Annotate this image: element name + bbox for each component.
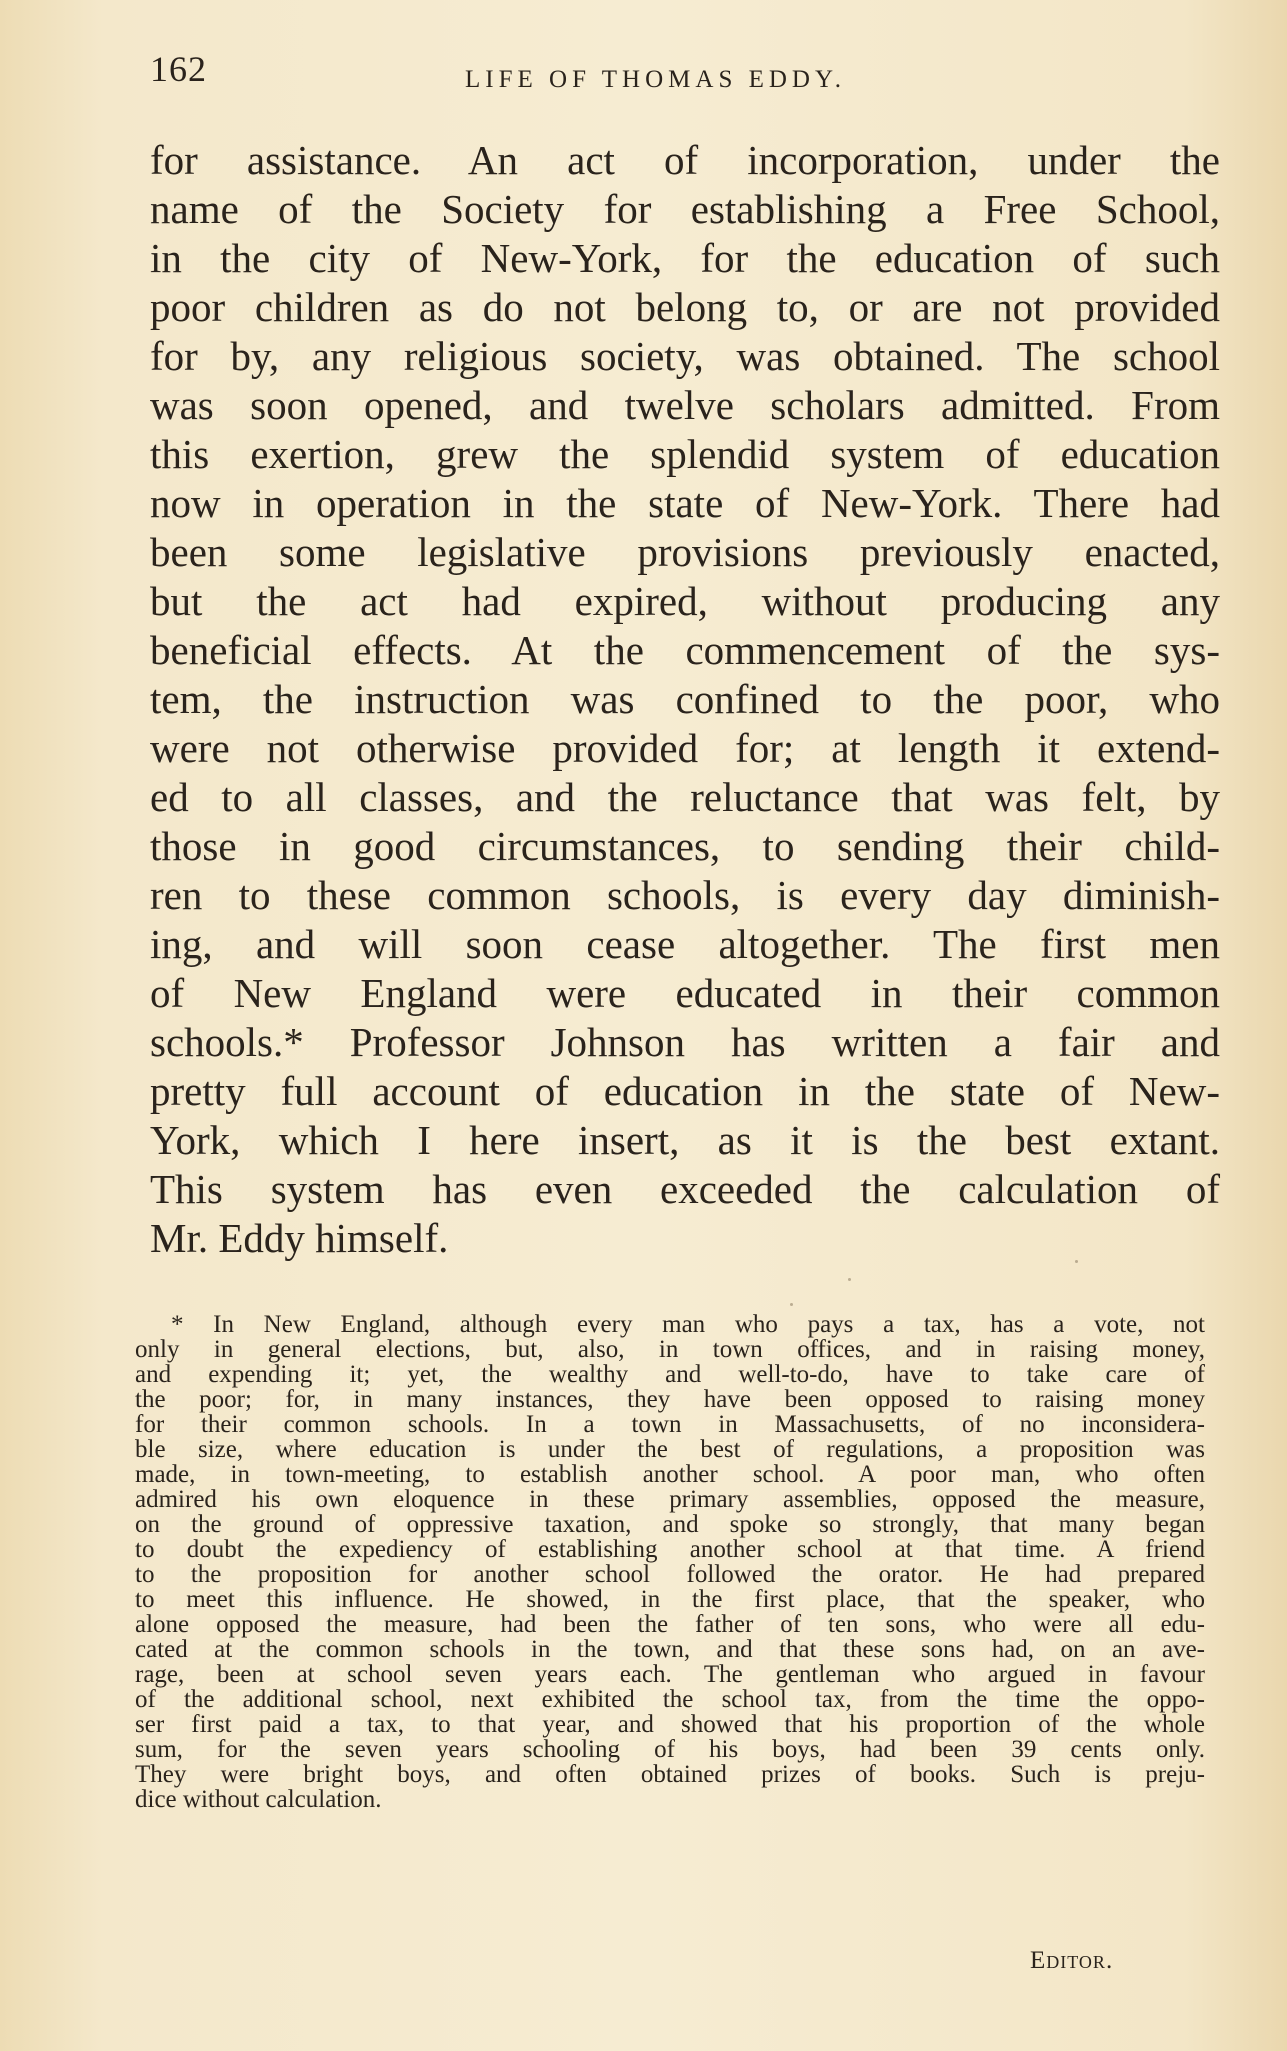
body-line: poor children as do not belong to, or are not provided bbox=[150, 284, 1220, 330]
paper-speck bbox=[790, 1303, 793, 1306]
footnote-line: for their common schools. In a town in Massachusetts, of no inconsidera- bbox=[135, 1411, 1205, 1438]
page-header bbox=[150, 48, 1220, 108]
body-line: name of the Society for establishing a Free School, bbox=[150, 186, 1220, 232]
footnote-signature: Editor. bbox=[1030, 1947, 1114, 1974]
paper-speck bbox=[848, 1278, 851, 1281]
body-line: pretty full account of education in the state of New- bbox=[150, 1068, 1220, 1114]
body-line: beneficial effects. At the commencement of the sys- bbox=[150, 627, 1220, 673]
body-line: this exertion, grew the splendid system of education bbox=[150, 431, 1220, 477]
footnote-line: on the ground of oppressive taxation, and spoke so strongly, that many began bbox=[135, 1511, 1205, 1538]
body-text bbox=[150, 136, 1220, 1263]
footnote-line: * In New England, although every man who pays a tax, has a vote, not bbox=[171, 1311, 1205, 1338]
footnote-line: to meet this influence. He showed, in the first place, that the speaker, who bbox=[135, 1586, 1205, 1613]
footnote-line: of the additional school, next exhibited the school tax, from the time the oppo- bbox=[135, 1686, 1205, 1713]
footnote-line: sum, for the seven years schooling of his boys, had been 39 cents only. bbox=[135, 1736, 1205, 1763]
body-line: in the city of New-York, for the education of such bbox=[150, 235, 1220, 281]
running-head: LIFE OF THOMAS EDDY. bbox=[465, 66, 847, 93]
footnote-line: to the proposition for another school followed the orator. He had prepared bbox=[135, 1561, 1205, 1588]
paper-speck bbox=[1075, 1260, 1078, 1263]
footnote-line: only in general elections, but, also, in town offices, and in raising money, bbox=[135, 1336, 1205, 1363]
body-line: those in good circumstances, to sending their child- bbox=[150, 823, 1220, 869]
body-line: York, which I here insert, as it is the best extant. bbox=[150, 1117, 1220, 1163]
body-line: This system has even exceeded the calculation of bbox=[150, 1166, 1220, 1212]
footnote-line: They were bright boys, and often obtained prizes of books. Such is preju- bbox=[135, 1761, 1205, 1788]
footnote-line: dice without calculation. bbox=[135, 1786, 382, 1813]
footnote-line: the poor; for, in many instances, they have been opposed to raising money bbox=[135, 1386, 1205, 1413]
body-line: of New England were educated in their common bbox=[150, 970, 1220, 1016]
footnote-line: admired his own eloquence in these primary assemblies, opposed the measure, bbox=[135, 1486, 1205, 1513]
body-line: ing, and will soon cease altogether. The first men bbox=[150, 921, 1220, 967]
footnote-line: ser first paid a tax, to that year, and showed that his proportion of the whole bbox=[135, 1711, 1205, 1738]
body-line: for assistance. An act of incorporation, under the bbox=[150, 137, 1220, 183]
page-number: 162 bbox=[150, 49, 207, 89]
body-line: tem, the instruction was confined to the poor, who bbox=[150, 676, 1220, 722]
body-line: schools.* Professor Johnson has written a fair and bbox=[150, 1019, 1220, 1065]
footnote-line: made, in town-meeting, to establish another school. A poor man, who often bbox=[135, 1461, 1205, 1488]
body-line: Mr. Eddy himself. bbox=[150, 1215, 449, 1261]
footnote-line: cated at the common schools in the town, and that these sons had, on an ave- bbox=[135, 1636, 1205, 1663]
footnote-line: alone opposed the measure, had been the father of ten sons, who were all edu- bbox=[135, 1611, 1205, 1638]
footnote-line: rage, been at school seven years each. The gentleman who argued in favour bbox=[135, 1661, 1205, 1688]
body-line: now in operation in the state of New-York. There had bbox=[150, 480, 1220, 526]
footnote-line: to doubt the expediency of establishing another school at that time. A friend bbox=[135, 1536, 1205, 1563]
footnote-line: and expending it; yet, the wealthy and well-to-do, have to take care of bbox=[135, 1361, 1205, 1388]
body-line: for by, any religious society, was obtained. The school bbox=[150, 333, 1220, 379]
body-line: been some legislative provisions previously enacted, bbox=[150, 529, 1220, 575]
body-line: was soon opened, and twelve scholars admitted. From bbox=[150, 382, 1220, 428]
body-line: but the act had expired, without producing any bbox=[150, 578, 1220, 624]
body-line: ren to these common schools, is every day diminish- bbox=[150, 872, 1220, 918]
footnote-line: ble size, where education is under the best of regulations, a proposition was bbox=[135, 1436, 1205, 1463]
footnote bbox=[135, 1312, 1205, 1812]
body-line: were not otherwise provided for; at length it extend- bbox=[150, 725, 1220, 771]
body-line: ed to all classes, and the reluctance that was felt, by bbox=[150, 774, 1220, 820]
